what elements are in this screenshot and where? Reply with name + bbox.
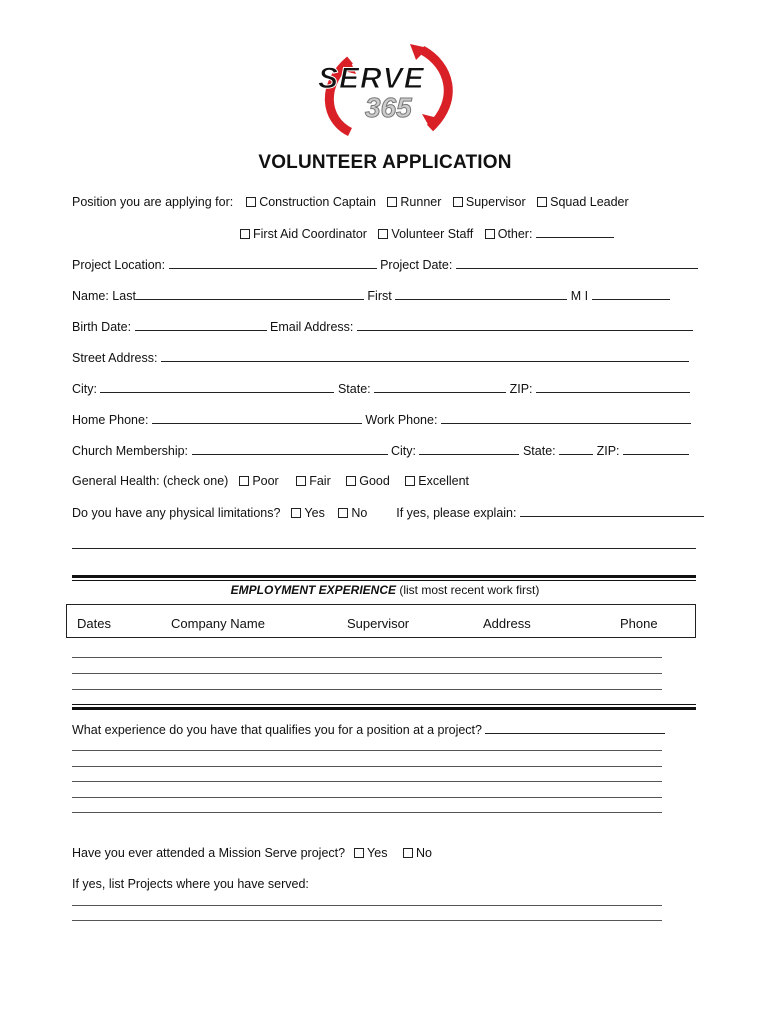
option-runner[interactable]: Runner: [387, 195, 441, 209]
email-label: Email Address:: [270, 320, 354, 334]
option-volunteer-staff[interactable]: Volunteer Staff: [378, 227, 473, 241]
mi-field[interactable]: [592, 288, 670, 300]
checkbox-icon[interactable]: [246, 197, 256, 207]
option-other[interactable]: Other:: [485, 227, 533, 241]
employment-row-line[interactable]: [72, 673, 662, 674]
experience-line[interactable]: [72, 797, 662, 798]
section-divider-top: [72, 575, 696, 578]
health-good[interactable]: Good: [346, 474, 390, 488]
employment-heading-bold: EMPLOYMENT EXPERIENCE: [230, 583, 396, 597]
checkbox-icon[interactable]: [240, 229, 250, 239]
attended-no[interactable]: No: [403, 846, 432, 860]
experience-line[interactable]: [72, 750, 662, 751]
experience-row: [72, 722, 665, 737]
option-first-aid-coordinator[interactable]: First Aid Coordinator: [240, 227, 367, 241]
checkbox-icon[interactable]: [405, 476, 415, 486]
experience-question: What experience do you have that qualifies you for a position at a project?: [72, 723, 482, 737]
state-label: State:: [337, 382, 371, 396]
church-state-label: State:: [522, 444, 556, 458]
health-excellent[interactable]: Excellent: [405, 474, 469, 488]
church-city-field[interactable]: [419, 443, 519, 455]
first-name-label: First: [367, 289, 392, 303]
home-phone-label: Home Phone:: [72, 413, 149, 427]
employment-heading: [0, 583, 770, 597]
first-name-field[interactable]: [395, 288, 567, 300]
logo-number: 365: [365, 92, 412, 123]
explain-label: If yes, please explain:: [396, 506, 517, 520]
col-address: Address: [483, 616, 531, 631]
last-name-label: Name: Last: [72, 289, 136, 303]
checkbox-icon[interactable]: [338, 508, 348, 518]
limitations-no[interactable]: No: [338, 506, 367, 520]
logo-word: SERVE: [318, 62, 425, 95]
employment-table-header: [66, 604, 696, 638]
section-divider-bottom: [72, 707, 696, 710]
project-location-field[interactable]: [169, 257, 377, 269]
name-row: [72, 288, 670, 303]
limitations-yes[interactable]: Yes: [291, 506, 324, 520]
city-row: [72, 381, 690, 396]
health-row: [72, 474, 477, 488]
checkbox-icon[interactable]: [291, 508, 301, 518]
project-date-label: Project Date:: [380, 258, 453, 272]
section-divider-top-thin: [72, 580, 696, 581]
experience-line[interactable]: [72, 781, 662, 782]
street-row: [72, 350, 689, 365]
experience-field[interactable]: [485, 722, 665, 734]
experience-line[interactable]: [72, 812, 662, 813]
checkbox-icon[interactable]: [296, 476, 306, 486]
checkbox-icon[interactable]: [378, 229, 388, 239]
work-phone-label: Work Phone:: [365, 413, 438, 427]
birth-date-field[interactable]: [135, 319, 267, 331]
birth-date-label: Birth Date:: [72, 320, 132, 334]
checkbox-icon[interactable]: [239, 476, 249, 486]
mi-label: M I: [570, 289, 589, 303]
church-zip-label: ZIP:: [596, 444, 620, 458]
logo: [310, 40, 460, 140]
projects-served-label: If yes, list Projects where you have served:: [72, 877, 309, 891]
option-squad-leader[interactable]: Squad Leader: [537, 195, 629, 209]
state-field[interactable]: [374, 381, 506, 393]
city-field[interactable]: [100, 381, 334, 393]
limitations-label: Do you have any physical limitations?: [72, 506, 281, 520]
col-dates: Dates: [77, 616, 111, 631]
col-supervisor: Supervisor: [347, 616, 410, 631]
position-row-1: [72, 195, 637, 209]
position-label: Position you are applying for:: [72, 195, 234, 209]
home-phone-field[interactable]: [152, 412, 362, 424]
church-label: Church Membership:: [72, 444, 189, 458]
checkbox-icon[interactable]: [403, 848, 413, 858]
position-row-2: [240, 226, 614, 241]
church-state-field[interactable]: [559, 443, 593, 455]
employment-row-line[interactable]: [72, 689, 662, 690]
experience-line[interactable]: [72, 766, 662, 767]
explain-field[interactable]: [520, 505, 704, 517]
section-divider-bottom-thin: [72, 704, 696, 705]
attended-yes[interactable]: Yes: [354, 846, 387, 860]
checkbox-icon[interactable]: [346, 476, 356, 486]
last-name-field[interactable]: [136, 288, 364, 300]
street-label: Street Address:: [72, 351, 158, 365]
checkbox-icon[interactable]: [485, 229, 495, 239]
work-phone-field[interactable]: [441, 412, 691, 424]
zip-field[interactable]: [536, 381, 690, 393]
checkbox-icon[interactable]: [354, 848, 364, 858]
zip-label: ZIP:: [509, 382, 533, 396]
employment-heading-note: (list most recent work first): [399, 583, 540, 597]
project-location-label: Project Location:: [72, 258, 166, 272]
street-field[interactable]: [161, 350, 689, 362]
option-supervisor[interactable]: Supervisor: [453, 195, 526, 209]
col-phone: Phone: [620, 616, 658, 631]
attended-label: Have you ever attended a Mission Serve project?: [72, 846, 346, 860]
other-field[interactable]: [536, 226, 614, 238]
church-field[interactable]: [192, 443, 388, 455]
checkbox-icon[interactable]: [387, 197, 397, 207]
health-fair[interactable]: Fair: [296, 474, 331, 488]
project-date-field[interactable]: [456, 257, 698, 269]
projects-line[interactable]: [72, 905, 662, 906]
checkbox-icon[interactable]: [453, 197, 463, 207]
explain-continuation-line[interactable]: [72, 536, 696, 549]
health-poor[interactable]: Poor: [239, 474, 278, 488]
projects-line[interactable]: [72, 920, 662, 921]
limitations-row: [72, 505, 704, 520]
col-company-name: Company Name: [171, 616, 265, 631]
health-label: General Health: (check one): [72, 474, 229, 488]
email-field[interactable]: [357, 319, 693, 331]
page-title: VOLUNTEER APPLICATION: [258, 152, 512, 173]
checkbox-icon[interactable]: [537, 197, 547, 207]
option-construction-captain[interactable]: Construction Captain: [246, 195, 376, 209]
birth-email-row: [72, 319, 693, 334]
attended-row: [72, 846, 440, 860]
employment-row-line[interactable]: [72, 657, 662, 658]
church-row: [72, 443, 689, 458]
church-zip-field[interactable]: [623, 443, 689, 455]
city-label: City:: [72, 382, 97, 396]
phone-row: [72, 412, 691, 427]
church-city-label: City:: [390, 444, 416, 458]
project-row: [72, 257, 698, 272]
